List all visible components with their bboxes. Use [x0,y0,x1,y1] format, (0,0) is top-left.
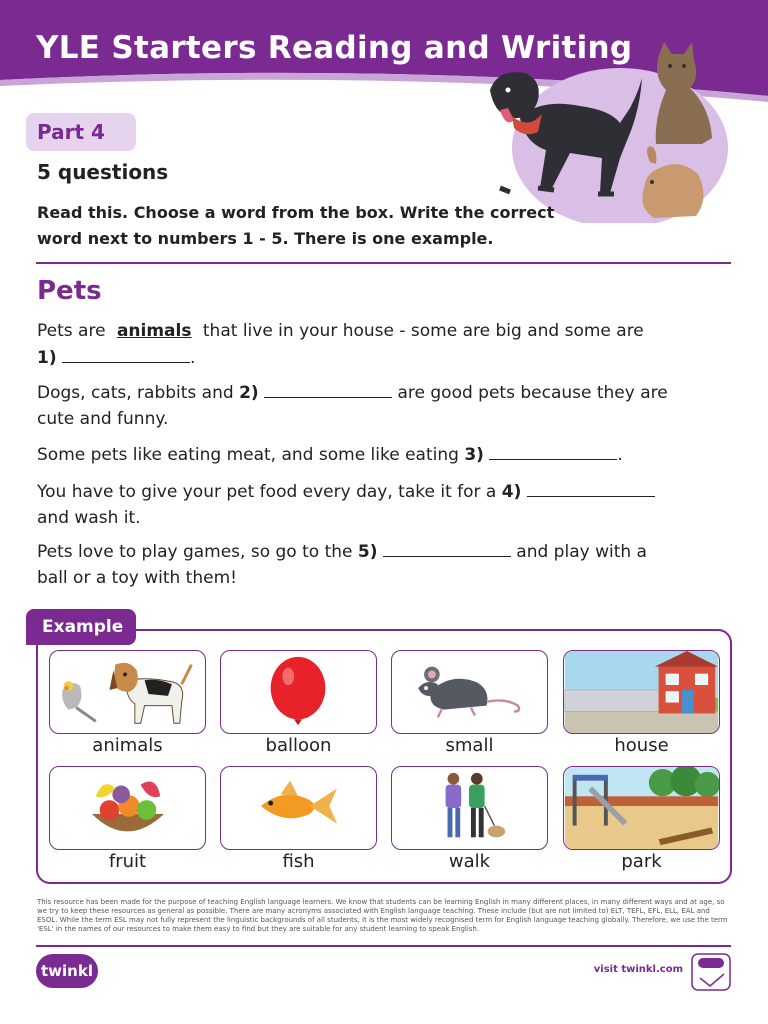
quality-seal-icon [690,952,732,992]
word-park: park [621,851,662,872]
card-small [391,650,548,734]
mouse-picture [392,651,547,733]
section-divider [36,262,731,264]
card-fish [220,766,377,850]
passage-paragraph-2: Dogs, cats, rabbits and 2) are good pets because they are cute and funny. [37,379,737,432]
word-walk: walk [448,851,491,872]
question-number-1: 1) [37,348,57,368]
card-balloon [220,650,377,734]
question-number-4: 4) [501,482,522,502]
footer-disclaimer: This resource has been made for the purpose of teaching English language learners. We know that students can be learning English in many different places, in many different ways and at age, so we try to keep these resources as general as possible. There are many acronyms associated with English language teaching. These include (but are not limited to) ELT, TEFL, EFL, ELL, EAL and ESOL. While the term ESL may not fully represent the linguistic backgrounds of all students, it is the most widely recognised term for English language teaching globally. Therefore, we use the term 'ESL' in the names of our resources to make them easy to find but they are suitable for any student learning to speak English. [37,898,728,933]
passage-title: Pets [37,276,102,306]
walk-picture [392,767,547,849]
questions-heading: 5 questions [37,160,169,184]
card-park [563,766,720,850]
fruit-picture [50,767,205,849]
question-number-5: 5) [357,542,378,562]
pets-illustration [480,38,735,223]
house-picture [564,651,719,733]
example-tab: Example [26,609,136,645]
answer-blank-2[interactable] [264,379,392,398]
word-fish: fish [282,851,315,872]
word-small: small [445,735,494,756]
part-badge: Part 4 [26,113,136,151]
passage-paragraph-5: Pets love to play games, so go to the 5) and play with a ball or a toy with them! [37,538,737,591]
card-fruit [49,766,206,850]
park-picture [564,767,719,849]
word-animals: animals [92,735,163,756]
answer-blank-5[interactable] [383,538,511,557]
instructions-line-2: word next to numbers 1 - 5. There is one example. [37,229,494,248]
answer-blank-4[interactable] [527,478,655,497]
answer-blank-1[interactable] [62,344,190,363]
answer-blank-3[interactable] [489,441,617,460]
visit-link[interactable]: visit twinkl.com [593,964,683,975]
card-animals [49,650,206,734]
word-fruit: fruit [108,851,147,872]
question-number-3: 3) [464,445,484,465]
page-title: YLE Starters Reading and Writing [36,30,633,66]
balloon-picture [221,651,376,733]
animals-picture [50,651,205,733]
passage-paragraph-1: Pets are animals that live in your house - some are big and some are 1) . [37,321,644,368]
question-number-2: 2) [239,383,259,403]
fish-picture [221,767,376,849]
word-balloon: balloon [265,735,332,756]
passage-paragraph-3: Some pets like eating meat, and some like eating 3) . [37,441,737,468]
card-walk [391,766,548,850]
instructions-line-1: Read this. Choose a word from the box. Write the correct [37,203,555,222]
example-answer: animals [116,321,192,341]
twinkl-logo: twinkl [36,954,98,988]
passage-paragraph-4: You have to give your pet food every day, take it for a 4) and wash it. [37,478,737,531]
word-house: house [614,735,669,756]
card-house [563,650,720,734]
footer-divider [36,945,731,947]
instructions [37,200,577,252]
